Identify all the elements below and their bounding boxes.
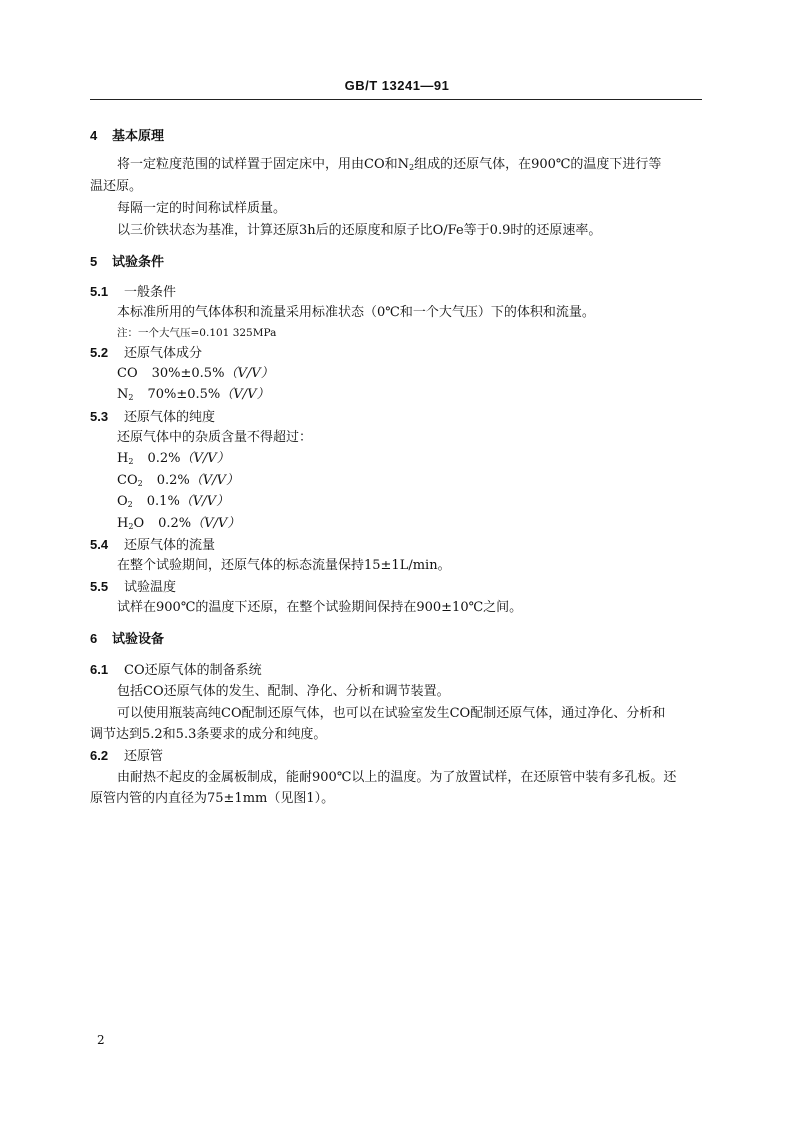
subsection-5-1-note: 注：一个大气压=0.101 325MPa — [117, 327, 277, 339]
subsection-5-5-text: 试样在900℃的温度下还原，在整个试验期间保持在900±10℃之间。 — [117, 600, 523, 615]
header-rule — [90, 99, 702, 100]
section-4-para-3: 以三价铁状态为基准，计算还原3h后的还原度和原子比O/Fe等于0.9时的还原速率。 — [117, 223, 602, 238]
subsection-5-4-text: 在整个试验期间，还原气体的标态流量保持15±1L/min。 — [117, 558, 451, 573]
subsection-5-2-heading: 5.2 还原气体成分 — [90, 345, 203, 361]
standard-code: GB/T 13241—91 — [344, 78, 450, 93]
subsection-6-1-para-1: 包括CO还原气体的发生、配制、净化、分析和调节装置。 — [117, 684, 450, 699]
subsection-6-2-para-1-cont: 原管内管的内直径为75±1mm（见图1）。 — [90, 791, 335, 806]
section-4-para-1-cont: 温还原。 — [90, 179, 143, 194]
impurity-o2: $O_2$ 0.1%（V/V） — [117, 494, 229, 509]
subsection-5-3-heading: 5.3 还原气体的纯度 — [90, 409, 216, 425]
impurity-co2: $CO_2$ 0.2%（V/V） — [117, 473, 239, 488]
subsection-6-1-para-2-cont: 调节达到5.2和5.3条要求的成分和纯度。 — [90, 727, 327, 742]
subsection-6-2-heading: 6.2 还原管 — [90, 748, 164, 764]
impurity-h2o: $H_2O$ 0.2%（V/V） — [117, 516, 241, 531]
section-6-heading: 6 试验设备 — [90, 631, 165, 647]
impurity-h2: $H_2$ 0.2%（V/V） — [117, 451, 230, 466]
impurity-intro: 还原气体中的杂质含量不得超过： — [117, 430, 313, 445]
section-4-para-2: 每隔一定的时间称试样质量。 — [117, 201, 287, 216]
section-5-heading: 5 试验条件 — [90, 254, 165, 270]
section-4-para-1: 将一定粒度范围的试样置于固定床中，用由CO和$N_2$组成的还原气体，在900℃的温度下进行等 — [117, 157, 662, 172]
subsection-5-1-heading: 5.1 一般条件 — [90, 284, 177, 300]
subsection-6-1-para-2: 可以使用瓶装高纯CO配制还原气体，也可以在试验室发生CO配制还原气体，通过净化、分析和 — [117, 706, 666, 721]
subsection-6-1-heading: 6.1 CO还原气体的制备系统 — [90, 662, 262, 678]
page-number: 2 — [97, 1033, 105, 1047]
section-6-title: 试验设备 — [112, 632, 165, 647]
subsection-5-4-heading: 5.4 还原气体的流量 — [90, 537, 216, 553]
section-5-title: 试验条件 — [112, 255, 165, 270]
subsection-5-5-heading: 5.5 试验温度 — [90, 579, 177, 595]
section-4-heading: 4 基本原理 — [90, 128, 165, 144]
gas-composition-co: CO 30%±0.5%（V/V） — [117, 366, 274, 381]
page-header — [0, 78, 794, 93]
subsection-6-2-para-1: 由耐热不起皮的金属板制成，能耐900℃以上的温度。为了放置试样，在还原管中装有多孔板。还 — [117, 770, 677, 785]
gas-composition-n2: $N_2$ 70%±0.5%（V/V） — [117, 387, 270, 402]
subsection-5-1-text: 本标准所用的气体体积和流量采用标准状态（0℃和一个大气压）下的体积和流量。 — [117, 305, 595, 320]
section-4-title: 基本原理 — [112, 129, 165, 144]
